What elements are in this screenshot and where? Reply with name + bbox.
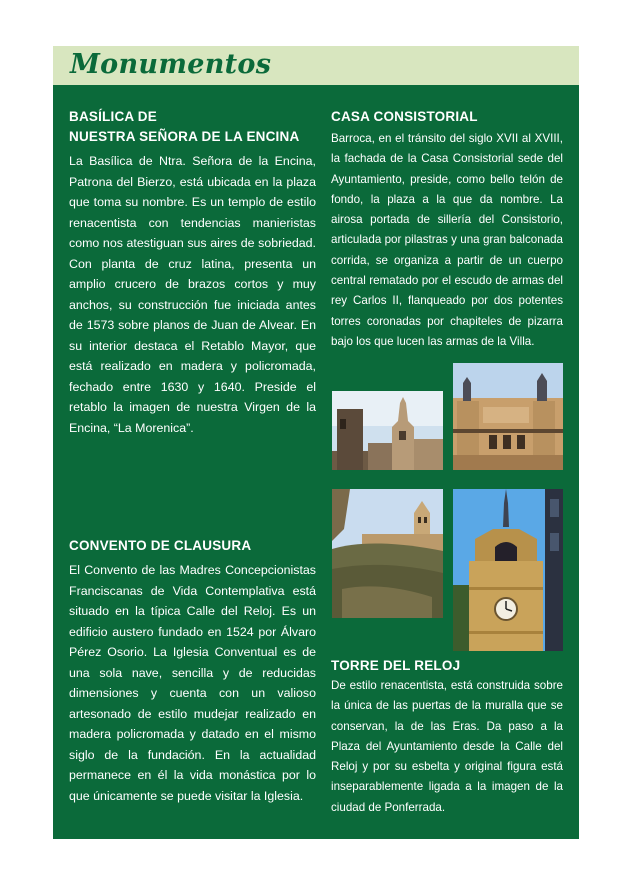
section-convento <box>69 536 316 806</box>
basilica-photo <box>332 391 443 470</box>
torre-title: TORRE DEL RELOJ <box>331 658 461 673</box>
header-banner <box>53 46 579 85</box>
convento-title: CONVENTO DE CLAUSURA <box>69 538 252 553</box>
casa-consistorial-photo <box>453 363 563 470</box>
section-torre-del-reloj <box>331 656 563 818</box>
section-casa-consistorial <box>331 107 563 352</box>
page-title: Monumentos <box>70 49 272 80</box>
basilica-text: La Basílica de Ntra. Señora de la Encina, Patrona del Bierzo, está ubicada en la plaza que toma su nombre. Es un templo de estilo renacentista con tendencias manieristas como nos atestiguan sus aires de sobriedad. Con planta de cruz latina, presenta un amplio crucero de brazos cortos y muy anchos, su construcción fue iniciada antes de 1573 sobre planos de Juan de Alvear. En su interior destaca el Retablo Mayor, que está realizado en madera y policromada, fechado entre 1630 y 1640. Preside el retablo la imagen de nuestra Virgen de la Encina, “La Morenica”. <box>69 154 316 435</box>
basilica-title-line2: NUESTRA SEÑORA DE LA ENCINA <box>69 129 300 144</box>
torre-text: De estilo renacentista, está construida sobre la única de las puertas de la muralla que se conservan, la de las Eras. Da paso a la Plaza del Ayuntamiento desde la Calle del Reloj y por su esbelta y original figura está inseparablemente ligada a la imagen de la ciudad de Ponferrada. <box>331 679 563 814</box>
convento-text: El Convento de las Madres Concepcionistas Franciscanas de Vida Contemplativa está situado en la típica Calle del Reloj. Es un edificio austero fundado en 1524 por Álvaro Pérez Osorio. La Iglesia Conventual es de una sola nave, sencilla y de reducidas dimensiones y cuenta con un valioso artesonado de estilo mudejar realizado en madera policromada y datado en el mismo siglo de la fundación. En la actualidad permanece en él la vida monástica por lo que únicamente se puede visitar la Iglesia. <box>69 563 316 803</box>
torre-del-reloj-photo <box>453 489 563 651</box>
section-basilica <box>69 107 316 438</box>
basilica-title-line1: BASÍLICA DE <box>69 109 157 124</box>
casa-title: CASA CONSISTORIAL <box>331 109 478 124</box>
casa-text: Barroca, en el tránsito del siglo XVII al XVIII, la fachada de la Casa Consistorial sede del Ayuntamiento, preside, como bello telón de fondo, la plaza a la que da nombre. La airosa portada de sillería del Consistorio, articulada por pilastras y una gran balconada corrida, se organiza a partir de un cuerpo central rematado por el escudo de armas del rey Carlos II, flanqueado por dos potentes torres coronadas por chapiteles de pizarra bajo los que lucen las armas de la Villa. <box>331 132 563 348</box>
convento-photo <box>332 489 443 618</box>
monuments-page <box>53 46 579 839</box>
